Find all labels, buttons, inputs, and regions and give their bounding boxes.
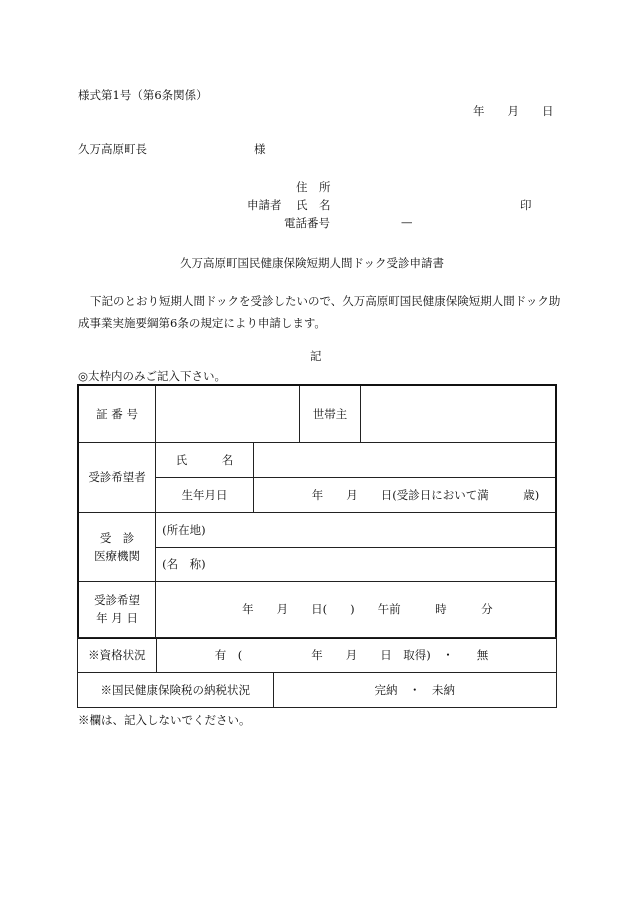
phone-dash: —	[401, 215, 413, 229]
addressee-honorific: 様	[254, 142, 266, 156]
tax-status-value: 完納 ・ 未納	[273, 673, 556, 708]
qualification-label: ※資格状況	[78, 638, 157, 673]
qualification-value: 有 ( 年 月 日 取得) ・ 無	[156, 638, 556, 673]
facility-name-field[interactable]: (名 称)	[156, 547, 556, 581]
examinee-name-label: 氏 名	[156, 442, 254, 477]
footnote: ※欄は、記入しないでください。	[78, 713, 251, 727]
examinee-label: 受診希望者	[78, 442, 156, 512]
facility-label-line2: 医療機関	[94, 548, 141, 563]
form-row	[78, 442, 556, 477]
desired-date-field[interactable]: 年 月 日( ) 午前 時 分	[156, 581, 556, 638]
facility-label-line1: 受 診	[99, 530, 135, 545]
seal-label: 印	[520, 198, 532, 212]
address-label: 住 所	[296, 180, 331, 194]
applicant-role-label: 申請者	[247, 198, 282, 212]
body-paragraph: 下記のとおり短期人間ドックを受診したいので、久万高原町国民健康保険短期人間ドック助成事業実施要綱第6条の規定により申請します。	[78, 294, 561, 330]
desired-date-label-line1: 受診希望	[94, 593, 141, 608]
applicant-name-label: 氏 名	[296, 198, 331, 212]
form-number: 様式第1号（第6条関係）	[78, 88, 208, 102]
instruction-text: ◎太枠内のみご記入下さい。	[78, 369, 227, 383]
cert-number-field[interactable]	[156, 385, 299, 442]
birthdate-label: 生年月日	[156, 477, 254, 512]
form-row	[78, 673, 557, 708]
cert-number-label: 証 番 号	[78, 385, 156, 442]
form-row	[78, 581, 556, 638]
desired-date-label	[78, 581, 156, 638]
document-title: 久万高原町国民健康保険短期人間ドック受診申請書	[180, 256, 445, 270]
birthdate-field[interactable]: 年 月 日(受診日において満 歳)	[253, 477, 556, 512]
office-use-table	[77, 637, 557, 673]
tax-status-table	[77, 672, 557, 708]
form-row	[78, 638, 557, 673]
examinee-name-field[interactable]	[253, 442, 556, 477]
householder-field[interactable]	[361, 385, 556, 442]
facility-location-field[interactable]: (所在地)	[156, 512, 556, 547]
application-form-table	[77, 384, 557, 639]
form-row	[78, 512, 556, 547]
desired-date-label-line2: 年 月 日	[96, 611, 138, 626]
ki-label: 記	[310, 349, 322, 363]
facility-label	[78, 512, 156, 581]
form-row	[78, 385, 556, 442]
householder-label: 世帯主	[299, 385, 361, 442]
addressee-name: 久万高原町長	[78, 142, 147, 156]
phone-label: 電話番号	[284, 216, 330, 230]
date-placeholder: 年 月 日	[473, 104, 554, 118]
tax-status-label: ※国民健康保険税の納税状況	[78, 673, 274, 708]
